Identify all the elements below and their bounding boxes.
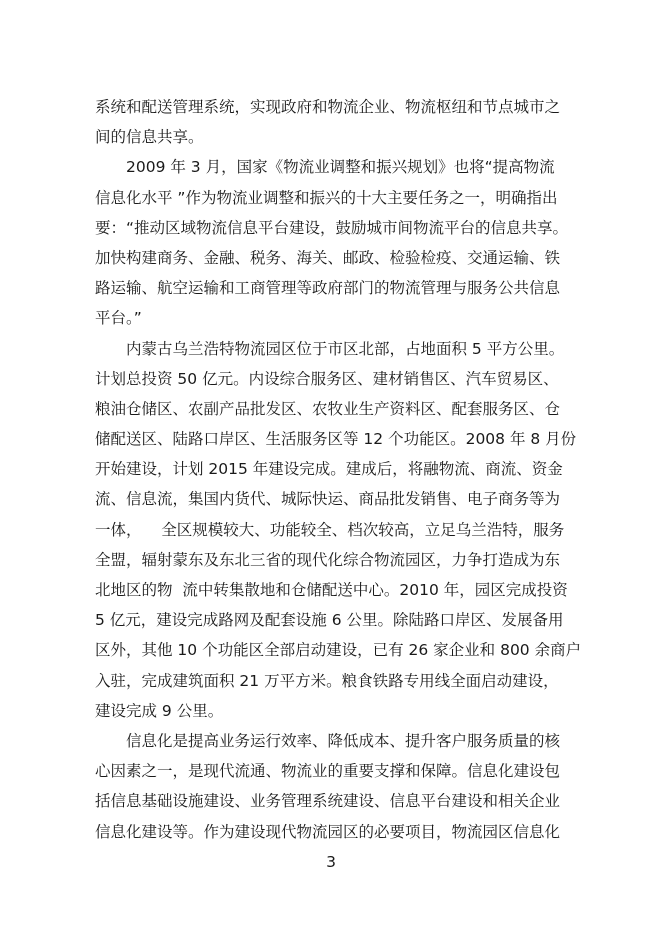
- text-line: 括信息基础设施建设、业务管理系统建设、信息平台建设和相关企业: [95, 792, 561, 811]
- text-line: 系统和配送管理系统，实现政府和物流企业、物流枢纽和节点城市之: [95, 98, 561, 116]
- text-line: 内蒙古乌兰浩特物流园区位于市区北部，占地面积 5 平方公里。: [126, 339, 565, 358]
- text-line: 开始建设，计划 2015 年建设完成。建成后，将融物流、商流、资金: [95, 460, 563, 479]
- text-line: 粮油仓储区、农副产品批发区、农牧业生产资料区、配套服务区、仓: [95, 399, 561, 418]
- text-line: 平台。”: [95, 309, 142, 328]
- text-line: 入驻，完成建筑面积 21 万平方米。粮食铁路专用线全面启动建设，: [95, 671, 559, 690]
- text-line: 信息化是提高业务运行效率、降低成本、提升客户服务质量的核: [126, 731, 561, 750]
- page-number: 3: [326, 853, 336, 871]
- text-line: 心因素之一，是现代流通、物流业的重要支撑和保障。信息化建设包: [95, 762, 561, 781]
- text-line: 2009 年 3 月，国家《物流业调整和振兴规划》也将“提高物流: [126, 158, 555, 177]
- text-line: 一体， 全区规模较大、功能较全、档次较高，立足乌兰浩特，服务: [95, 520, 565, 539]
- text-line: 路运输、航空运输和工商管理等政府部门的物流管理与服务公共信息: [95, 279, 561, 298]
- text-line: 建设完成 9 公里。: [95, 701, 224, 720]
- text-line: 要：“推动区域物流信息平台建设，鼓励城市间物流平台的信息共享。: [95, 218, 569, 237]
- text-line: 北地区的物 流中转集散地和仓储配送中心。2010 年，园区完成投资: [95, 581, 568, 599]
- text-line: 区外，其他 10 个功能区全部启动建设，已有 26 家企业和 800 余商户: [95, 641, 582, 660]
- text-line: 流、信息流，集国内货代、城际快运、商品批发销售、电子商务等为: [95, 490, 561, 509]
- text-line: 信息化水平 ”作为物流业调整和振兴的十大主要任务之一，明确指出: [95, 188, 558, 207]
- text-line: 间的信息共享。: [95, 128, 204, 147]
- text-line: 5 亿元，建设完成路网及配套设施 6 公里。除陆路口岸区、发展备用: [95, 611, 564, 630]
- text-line: 信息化建设等。作为建设现代物流园区的必要项目，物流园区信息化: [95, 822, 561, 841]
- text-line: 储配送区、陆路口岸区、生活服务区等 12 个功能区。2008 年 8 月份: [95, 430, 577, 449]
- text-line: 计划总投资 50 亿元。内设综合服务区、建材销售区、汽车贸易区、: [95, 369, 559, 388]
- text-line: 全盟，辐射蒙东及东北三省的现代化综合物流园区，力争打造成为东: [95, 550, 561, 569]
- document-body: [95, 92, 582, 847]
- text-line: 加快构建商务、金融、税务、海关、邮政、检验检疫、交通运输、铁: [95, 248, 561, 267]
